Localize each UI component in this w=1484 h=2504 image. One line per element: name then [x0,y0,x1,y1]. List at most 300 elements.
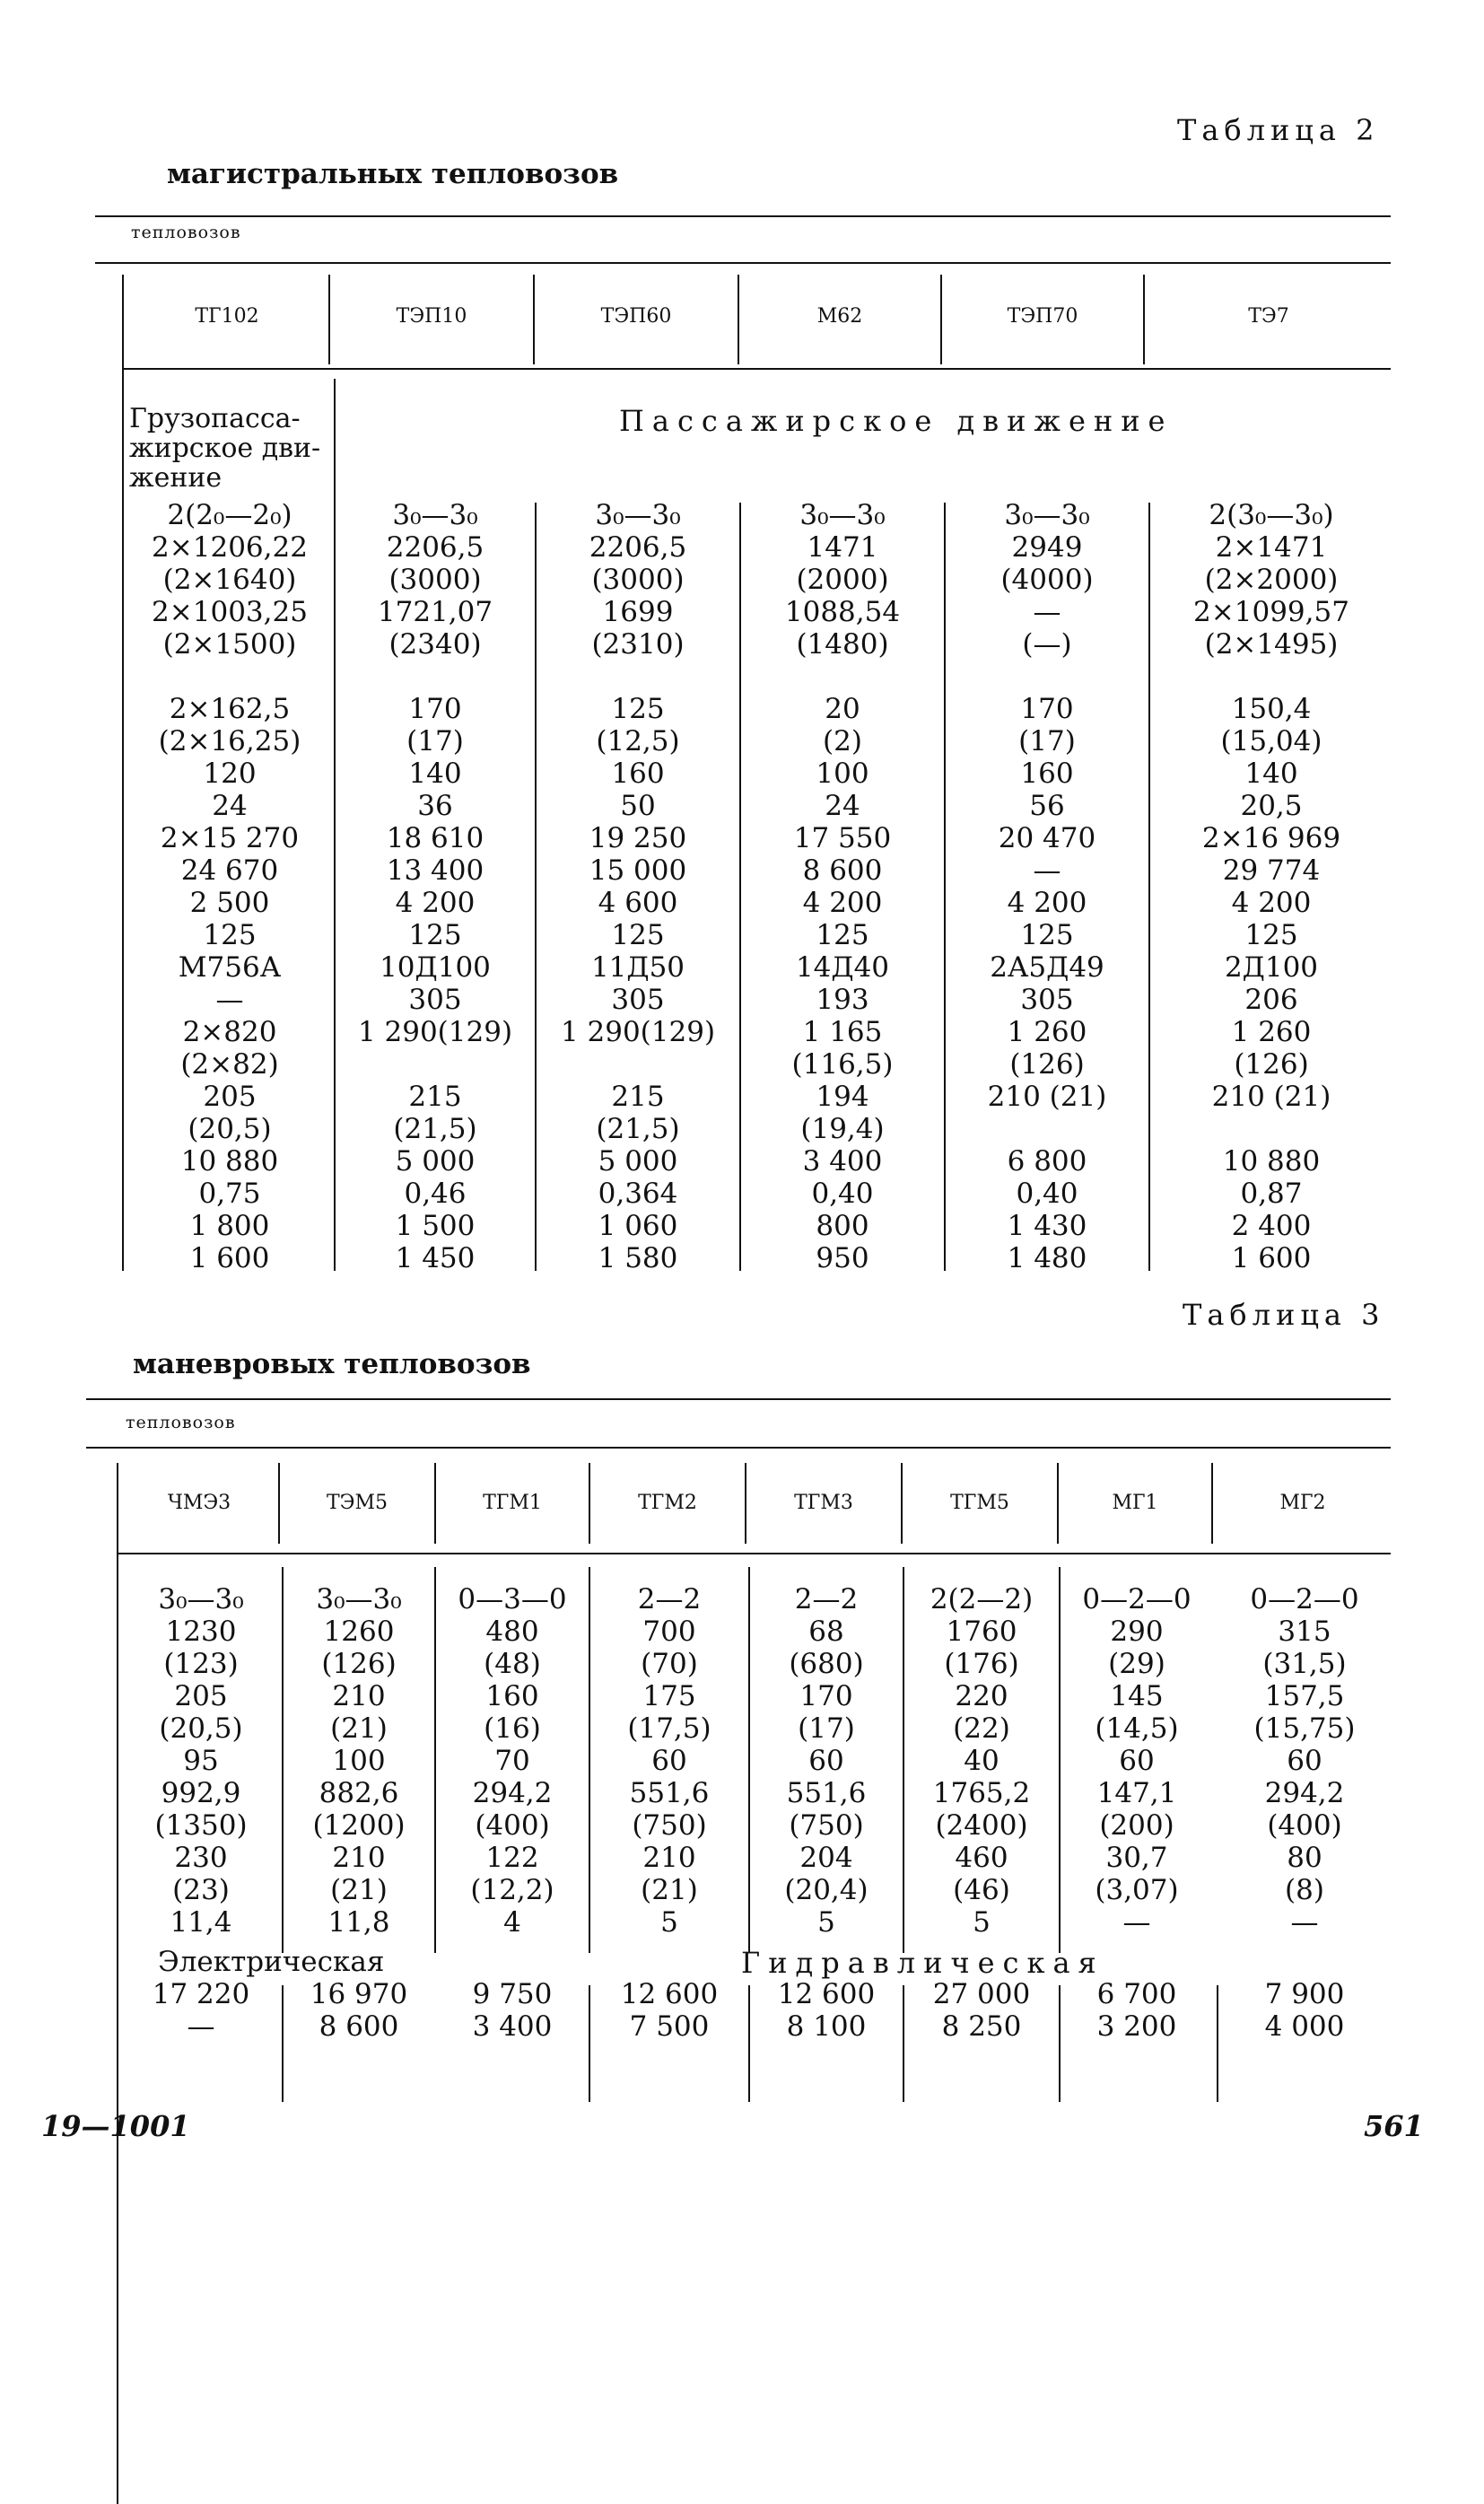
table-cell: 7 500 [629,2010,710,2043]
table-cell: (2×82) [180,1048,279,1081]
table-cell: (2×1500) [162,628,297,661]
table-cell: (48) [484,1648,541,1680]
table-cell: (2310) [591,628,685,661]
table-cell: 0,75 [198,1178,261,1210]
table-cell: (23) [172,1874,230,1906]
table-cell: 2(2₀—2₀) [167,499,292,531]
table-cell: 60 [651,1745,687,1777]
table-cell: 3₀—3₀ [1004,499,1090,531]
table3-header-rule [117,1553,1391,1554]
table2-top-rule [95,215,1391,217]
table-cell: (3000) [388,564,482,596]
table-cell: 3₀—3₀ [158,1583,244,1615]
table2-column [1150,499,1392,1274]
table2-col-header: ТГ102 [195,305,259,328]
table-cell: 305 [1020,984,1074,1016]
table-cell: 11,4 [170,1906,232,1939]
table3-col-header: ТЭМ5 [326,1492,388,1514]
table3-title: маневровых тепловозов [133,1348,531,1380]
table-cell: 29 774 [1222,854,1321,887]
table3-column [750,1583,903,1939]
table-cell: (1350) [154,1809,248,1842]
table-cell: 125 [611,919,665,951]
table-cell: 460 [955,1842,1008,1874]
table3-column [284,1583,434,1939]
table-cell: 220 [955,1680,1008,1712]
table-cell: — [1290,1906,1319,1939]
table-cell: 0,40 [811,1178,874,1210]
table-cell: 3 400 [472,2010,553,2043]
table-cell: 294,2 [472,1777,553,1809]
table2-col-header: М62 [816,305,863,328]
table-cell [946,1113,1148,1145]
table-cell: 8 600 [319,2010,399,2043]
table-cell: (15,75) [1253,1712,1356,1745]
table-cell: (1200) [312,1809,406,1842]
table2-col-header: ТЭП70 [1007,305,1078,328]
table-cell: (15,04) [1220,725,1323,757]
table-cell: 1 290(129) [560,1016,716,1048]
table-cell: (2×1495) [1204,628,1339,661]
table-cell: 2(2—2) [930,1583,1034,1615]
table2-column [946,499,1148,1274]
table-cell: 2206,5 [386,531,484,564]
table-cell: 1 580 [598,1242,678,1274]
table-cell [336,661,535,693]
table-cell: 4 000 [1264,2010,1345,2043]
table-cell: 5 000 [395,1145,476,1178]
table-cell: 215 [611,1081,665,1113]
table-cell: 215 [408,1081,462,1113]
table-cell: 30,7 [1105,1842,1168,1874]
table-cell: 193 [816,984,869,1016]
table-cell: 60 [1287,1745,1323,1777]
table-cell: 8 100 [786,2010,867,2043]
table-cell: 5 [817,1906,835,1939]
table-cell: 8 600 [802,854,883,887]
table-cell: 480 [485,1615,539,1648]
table2-col-header: ТЭП60 [600,305,672,328]
table-cell: 210 [332,1680,386,1712]
table-cell: 2×1471 [1215,531,1328,564]
table3-subheader: тепловозов [126,1413,236,1432]
table-cell: 0—2—0 [1250,1583,1359,1615]
table-cell: 19 250 [589,822,687,854]
table-cell: 50 [620,790,656,822]
table-cell: 175 [642,1680,696,1712]
table-cell: 4 [503,1906,521,1939]
table-cell: 210 (21) [987,1081,1107,1113]
table-cell: 290 [1110,1615,1164,1648]
table-cell [741,661,944,693]
table-cell: (16) [484,1712,541,1745]
table-cell: (400) [1267,1809,1342,1842]
table-cell: 2—2 [794,1583,859,1615]
table3-col-header: ТГМ1 [483,1492,542,1514]
table-cell: 2×1206,22 [152,531,308,564]
table2-subheader: тепловозов [131,223,241,242]
table-cell: 1088,54 [784,596,901,628]
table-cell: 157,5 [1264,1680,1345,1712]
table-cell: 1765,2 [932,1777,1031,1809]
table-cell: 12 600 [777,1978,876,2010]
table-cell: 5 [973,1906,991,1939]
table3-col-header: ТГМ3 [794,1492,853,1514]
table-cell: (2000) [796,564,889,596]
table-cell: 700 [642,1615,696,1648]
table-cell: 95 [183,1745,219,1777]
table-cell: 2×820 [182,1016,277,1048]
table-cell: (12,2) [470,1874,554,1906]
page-number: 561 [1364,2109,1424,2143]
table-cell: 950 [816,1242,869,1274]
table-cell: 1721,07 [377,596,493,628]
table-cell: (4000) [1000,564,1094,596]
table-cell: (19,4) [800,1113,885,1145]
transmission-electric: Электрическая [158,1946,385,1978]
table-cell: 551,6 [629,1777,710,1809]
table-cell: (14,5) [1095,1712,1179,1745]
table-cell: 2×162,5 [169,693,291,725]
table-cell: 3 200 [1096,2010,1177,2043]
table-cell: (2×1640) [162,564,297,596]
table2-column [336,499,535,1274]
table-cell: (21,5) [596,1113,680,1145]
table-cell: 27 000 [932,1978,1031,2010]
table-cell: 9 750 [472,1978,553,2010]
table-cell: 24 [212,790,248,822]
table-cell: 2949 [1011,531,1083,564]
table2-passenger-label: Пассажирское движение [619,404,1174,438]
table-cell: 125 [203,919,257,951]
table-cell: 2 400 [1231,1210,1312,1242]
table-cell: — [1122,1906,1151,1939]
heading-line: жирское дви- [129,433,321,464]
table-cell: 100 [332,1745,386,1777]
table-cell: 125 [816,919,869,951]
table3-col-header: МГ2 [1279,1492,1326,1514]
table-cell [336,1048,535,1081]
table-cell: (17) [798,1712,855,1745]
table2-column [537,499,739,1274]
table-cell: 2—2 [637,1583,702,1615]
table-cell: 24 [825,790,860,822]
table-cell: 13 400 [386,854,484,887]
table-cell: 8 250 [941,2010,1022,2043]
table-cell: (3000) [591,564,685,596]
table-cell: 120 [203,757,257,790]
table2-label: Таблица 2 [1177,113,1380,147]
table3-col-header: МГ1 [1112,1492,1158,1514]
table-cell: 140 [408,757,462,790]
table-cell: 80 [1287,1842,1323,1874]
table-cell: 2×15 270 [160,822,300,854]
table-cell: 1 480 [1007,1242,1087,1274]
table3-column [904,1583,1059,1939]
table2-first-col-heading [129,404,320,493]
table-cell [946,661,1148,693]
table-cell: 3₀—3₀ [316,1583,402,1615]
table-cell: (2340) [388,628,482,661]
table-cell: 2206,5 [589,531,687,564]
table-cell: 12 600 [620,1978,719,2010]
table-cell: 194 [816,1081,869,1113]
table3-col-header: ТГМ2 [638,1492,697,1514]
table-cell: (17) [406,725,464,757]
table-cell: 2А5Д49 [990,951,1104,984]
table-cell: 15 000 [589,854,687,887]
table3-bottom-column [904,1978,1059,2043]
heading-line: жение [129,462,223,494]
table-cell: 992,9 [161,1777,241,1809]
table-cell: 125 [408,919,462,951]
table3-column [436,1583,589,1939]
table3-label: Таблица 3 [1183,1298,1385,1332]
table-cell: 205 [203,1081,257,1113]
table-cell: 4 200 [802,887,883,919]
table3-subheader-rule [86,1447,1391,1449]
table-cell: 170 [408,693,462,725]
table-cell: (400) [475,1809,550,1842]
table-cell: (20,4) [784,1874,869,1906]
table-cell: (123) [163,1648,239,1680]
transmission-hydraulic: Гидравлическая [741,1946,1104,1980]
table-cell: 20 [825,693,860,725]
table3-left-border [117,1463,118,2504]
table-cell: 0,87 [1240,1178,1303,1210]
table2-column [126,499,334,1274]
table-cell: (12,5) [596,725,680,757]
table-cell [1150,1113,1392,1145]
table-cell: 1260 [323,1615,395,1648]
table3-col-header: ЧМЭ3 [167,1492,231,1514]
table-cell: 1 600 [1231,1242,1312,1274]
table-cell: 170 [1020,693,1074,725]
table-cell: 1 165 [802,1016,883,1048]
table-cell: 205 [174,1680,228,1712]
table-cell: 1760 [946,1615,1017,1648]
table-cell: 14Д40 [795,951,890,984]
table-cell: (750) [789,1809,864,1842]
table-cell: 551,6 [786,1777,867,1809]
table-cell: — [215,984,244,1016]
table-cell: 16 970 [310,1978,408,2010]
table-cell: — [1033,596,1061,628]
table-cell: (20,5) [159,1712,243,1745]
table-cell: 1 260 [1007,1016,1087,1048]
table-cell: 1 600 [189,1242,270,1274]
table-cell: 10Д100 [380,951,491,984]
table-cell: 125 [611,693,665,725]
table-cell: 18 610 [386,822,484,854]
table-cell [537,1048,739,1081]
table-cell: (200) [1099,1809,1174,1842]
table3-bottom-column [120,1978,282,2043]
table-cell: 230 [174,1842,228,1874]
table-cell: 0—3—0 [458,1583,567,1615]
table-cell: 3₀—3₀ [799,499,886,531]
table-cell: 60 [808,1745,844,1777]
table-cell: 70 [494,1745,530,1777]
table-cell: (22) [953,1712,1010,1745]
table-cell: 145 [1110,1680,1164,1712]
table2-subheader-rule [95,262,1391,264]
table3-top-rule [86,1398,1391,1400]
table-cell: 4 200 [395,887,476,919]
table-cell: 140 [1244,757,1298,790]
table-cell: 3 400 [802,1145,883,1178]
table-cell: 125 [1020,919,1074,951]
table-cell: 2Д100 [1224,951,1319,984]
table-cell: 147,1 [1096,1777,1177,1809]
table-cell: 0—2—0 [1082,1583,1192,1615]
table-cell: 17 220 [152,1978,250,2010]
table-cell: 2×16 969 [1201,822,1341,854]
page-footer-code: 19—1001 [41,2109,190,2143]
table-cell: (2) [823,725,862,757]
table-cell: 210 (21) [1211,1081,1331,1113]
table-cell: 5 000 [598,1145,678,1178]
table-cell: 40 [964,1745,1000,1777]
table-cell: 3₀—3₀ [392,499,478,531]
table-cell: 800 [816,1210,869,1242]
table-cell: 2×1003,25 [152,596,308,628]
table-cell: 1 500 [395,1210,476,1242]
table-cell: 2 500 [189,887,270,919]
table-cell: (21,5) [393,1113,477,1145]
table-cell: 1699 [602,596,674,628]
table-cell: 2(3₀—3₀) [1209,499,1334,531]
table-cell: 60 [1119,1745,1155,1777]
table-cell: (2×2000) [1204,564,1339,596]
table-cell: 68 [808,1615,844,1648]
table-cell: (21) [330,1874,388,1906]
table-cell: (116,5) [791,1048,894,1081]
table3-bottom-column [1061,1978,1213,2043]
table-cell: 170 [799,1680,853,1712]
table-cell: 1 450 [395,1242,476,1274]
table-cell: (46) [953,1874,1010,1906]
table-cell: 125 [1244,919,1298,951]
table-cell: (750) [632,1809,707,1842]
table-cell: (8) [1285,1874,1324,1906]
table-cell: 20 470 [998,822,1096,854]
table-cell: (17) [1018,725,1076,757]
table3-column [120,1583,282,1939]
table3-bottom-column [750,1978,903,2043]
table3-column [590,1583,748,1939]
table-cell: (—) [1022,628,1072,661]
table-cell: 20,5 [1240,790,1303,822]
table-cell: 210 [642,1842,696,1874]
table-cell: (17,5) [627,1712,711,1745]
table-cell: 1 060 [598,1210,678,1242]
table2-left-border [122,275,124,1271]
table-cell: 1 800 [189,1210,270,1242]
table-cell: 100 [816,757,869,790]
table-cell: 305 [611,984,665,1016]
table-cell: 1 290(129) [357,1016,513,1048]
table-cell [1150,661,1392,693]
table3-col-header: ТГМ5 [950,1492,1009,1514]
table-cell: 305 [408,984,462,1016]
table3-bottom-column [590,1978,748,2043]
table-cell: (21) [330,1712,388,1745]
table-cell: (31,5) [1262,1648,1347,1680]
table2-col-header: ТЭ7 [1248,305,1289,328]
table3-column [1217,1583,1392,1939]
table-cell: 1230 [165,1615,237,1648]
table-cell: 10 880 [180,1145,279,1178]
table-cell: 4 200 [1007,887,1087,919]
table-cell: (126) [1234,1048,1309,1081]
table-cell: 3₀—3₀ [595,499,681,531]
table-cell: 882,6 [319,1777,399,1809]
table-cell: (21) [641,1874,698,1906]
table3-bottom-column [284,1978,434,2043]
table-cell: 160 [611,757,665,790]
table-cell: (680) [789,1648,864,1680]
table-cell: 6 700 [1096,1978,1177,2010]
table-cell: 11Д50 [590,951,685,984]
table3-column [1061,1583,1213,1939]
table2-col-header: ТЭП10 [396,305,467,328]
table-cell: 0,46 [404,1178,467,1210]
table-cell: 24 670 [180,854,279,887]
table-cell: 204 [799,1842,853,1874]
table-cell: (126) [321,1648,397,1680]
table-cell: 4 200 [1231,887,1312,919]
table-cell: (2×16,25) [158,725,301,757]
table-cell: 1 260 [1231,1016,1312,1048]
table-cell: — [187,2010,215,2043]
heading-line: Грузопасса- [129,403,301,434]
table-cell: 122 [485,1842,539,1874]
table-cell: (20,5) [188,1113,272,1145]
table-cell: 150,4 [1231,693,1312,725]
table-cell: (2400) [935,1809,1028,1842]
table-cell: 294,2 [1264,1777,1345,1809]
table-cell: 160 [1020,757,1074,790]
table2-title: магистральных тепловозов [167,158,619,190]
table-cell: — [1033,854,1061,887]
table-cell: М756А [178,951,282,984]
table-cell [126,661,334,693]
table-cell: (29) [1108,1648,1165,1680]
table-cell: (70) [641,1648,698,1680]
table-cell: 0,364 [598,1178,678,1210]
table-cell: (126) [1009,1048,1085,1081]
table-cell: 1471 [807,531,878,564]
table-cell: 4 600 [598,887,678,919]
table-cell: 2×1099,57 [1193,596,1349,628]
table-cell: 315 [1278,1615,1331,1648]
table-cell [537,661,739,693]
table-cell: (3,07) [1095,1874,1179,1906]
table-cell: 17 550 [793,822,892,854]
table-cell: (1480) [796,628,889,661]
table-cell: 6 800 [1007,1145,1087,1178]
table-cell: 10 880 [1222,1145,1321,1178]
table-cell: 210 [332,1842,386,1874]
table3-bottom-column [1217,1978,1392,2043]
table-cell: 160 [485,1680,539,1712]
table3-bottom-column [436,1978,589,2043]
table2-column [741,499,944,1274]
table-cell: 36 [417,790,453,822]
table-cell: 56 [1029,790,1065,822]
table-cell: 7 900 [1264,1978,1345,2010]
